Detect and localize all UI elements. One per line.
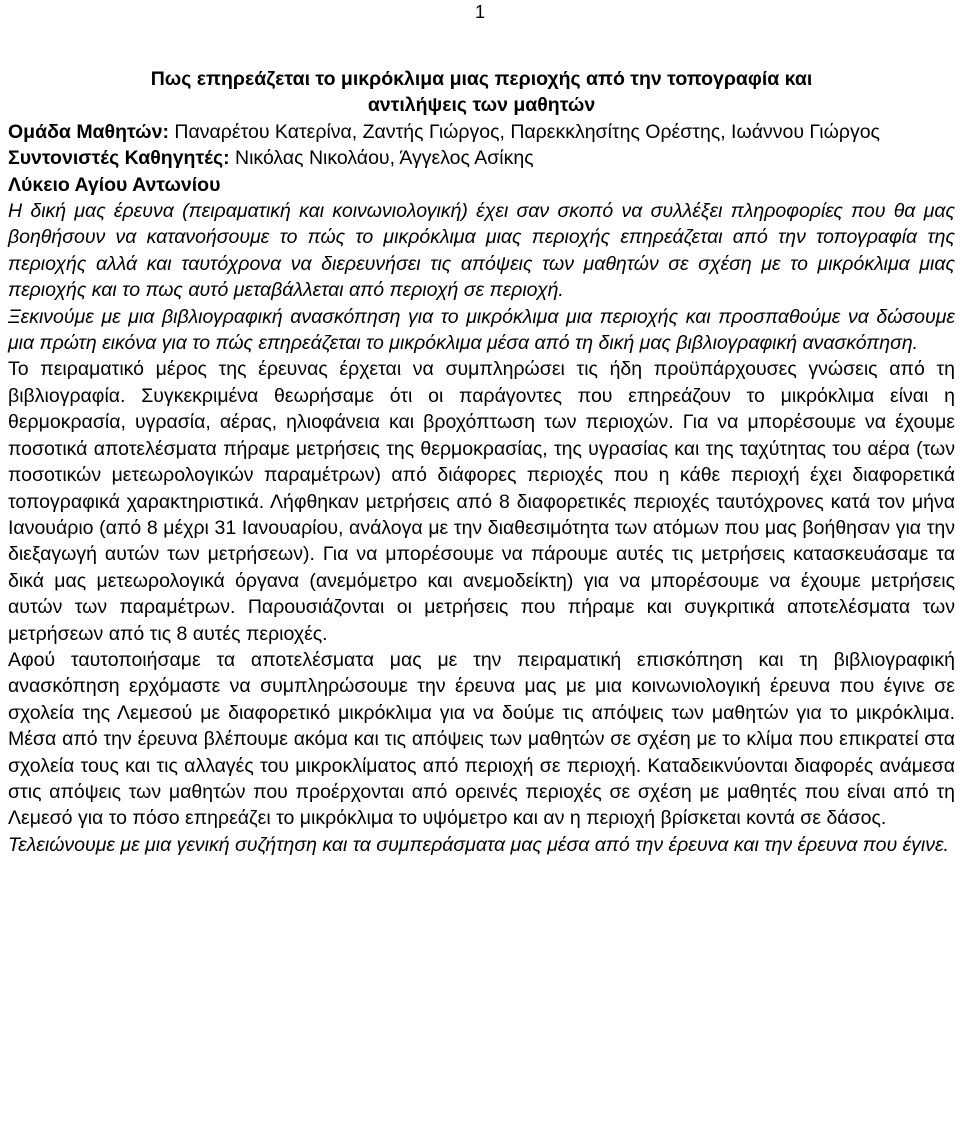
title-line-1: Πως επηρεάζεται το μικρόκλιμα μιας περιοχής από την τοπογραφία και (150, 68, 813, 90)
coordinators-label: Συντονιστές Καθηγητές: (8, 147, 230, 170)
title-line-2: αντιλήψεις των μαθητών (367, 94, 596, 117)
page-number: 1 (474, 2, 485, 22)
school-name: Λύκειο Αγίου Αντωνίου (8, 173, 221, 196)
students-label: Ομάδα Μαθητών: (8, 120, 169, 143)
paragraph-literature: Ξεκινούμε με μια βιβλιογραφική ανασκόπηση για το μικρόκλιμα μια περιοχής και προσπαθούμε να δώσουμε μια πρώτη εικόνα για το πώς επηρεάζεται το μικρόκλιμα μέσα από τη δική μας βιβλιογραφική ανασκόπηση. (8, 305, 955, 355)
paragraph-sociological: Αφού ταυτοποιήσαμε τα αποτελέσματα μας με την πειραματική επισκόπηση και τη βιβλιογραφική ανασκόπηση ερχόμαστε να συμπληρώσουμε την έρευνα μας με μια κοινωνιολογική έρευνα που έγινε σε σχολεία της Λεμεσού με διαφορετικό μικρόκλιμα για να δούμε τις απόψεις των μαθητών για το μικρόκλιμα. Μέσα από την έρευνα βλέπουμε ακόμα και τις απόψεις των μαθητών σε σχέση με το κλίμα που επικρατεί στα σχολεία τους και τις αλλαγές του μικροκλίματος από περιοχή σε περιοχή. Καταδεικνύονται διαφορές ανάμεσα στις απόψεις των μαθητών που προέρχονται από ορεινές περιοχές σε σχέση με μαθητές που είναι από τη Λεμεσό για το πόσο επηρεάζει το μικρόκλιμα το υψόμετρο και αν η περιοχή βρίσκεται κοντά σε δάσος. (8, 648, 955, 830)
document-title (8, 66, 955, 119)
students-value: Παναρέτου Κατερίνα, Ζαντής Γιώργος, Παρεκκλησίτης Ορέστης, Ιωάννου Γιώργος (168, 120, 880, 143)
students-line (8, 119, 955, 145)
coordinators-line (8, 145, 955, 171)
paragraph-intro: Η δική μας έρευνα (πειραματική και κοινωνιολογική) έχει σαν σκοπό να συλλέξει πληροφορίες που θα μας βοηθήσουν να κατανοήσουμε το πώς το μικρόκλιμα μιας περιοχής επηρεάζεται από την τοπογραφία της περιοχής αλλά και ταυτόχρονα να διερευνήσει τις απόψεις των μαθητών σε σχέση με το μικρόκλιμα μιας περιοχής και το πως αυτό μεταβάλλεται από περιοχή σε περιοχή. (8, 200, 955, 302)
paragraph-experimental: Το πειραματικό μέρος της έρευνας έρχεται να συμπληρώσει τις ήδη προϋπάρχουσες γνώσεις από τη βιβλιογραφία. Συγκεκριμένα θεωρήσαμε ότι οι παράγοντες που επηρεάζουν το μικρόκλιμα είναι η θερμοκρασία, υγρασία, αέρας, ηλιοφάνεια και βροχόπτωση των περιοχών. Για να μπορέσουμε να έχουμε ποσοτικά αποτελέσματα πήραμε μετρήσεις της θερμοκρασίας, της υγρασίας και της ταχύτητας του αέρα (των ποσοτικών μετεωρολογικών παραμέτρων) από διάφορες περιοχές που η κάθε περιοχή έχει διαφορετικά τοπογραφικά χαρακτηριστικά. Λήφθηκαν μετρήσεις από 8 διαφορετικές περιοχές ταυτόχρονες κατά τον μήνα Ιανουάριο (από 8 μέχρι 31 Ιανουαρίου, ανάλογα με την διαθεσιμότητα των ατόμων που μας βοήθησαν για την διεξαγωγή αυτών των μετρήσεων). Για να μπορέσουμε να πάρουμε αυτές τις μετρήσεις κατασκευάσαμε τα δικά μας μετεωρολογικά όργανα (ανεμόμετρο και ανεμοδείκτη) για να μπορέσουμε να έχουμε μετρήσεις αυτών των παραμέτρων. Παρουσιάζονται οι μετρήσεις που πήραμε και συγκριτικά αποτελέσματα των μετρήσεων από τις 8 αυτές περιοχές. (8, 358, 955, 645)
coordinators-value: Νικόλας Νικολάου, Άγγελος Ασίκης (229, 147, 534, 170)
paragraph-conclusion: Τελειώνουμε με μια γενική συζήτηση και τα συμπεράσματα μας μέσα από την έρευνα και την έρευνα που έγινε. (8, 833, 949, 856)
document-body (8, 66, 955, 858)
